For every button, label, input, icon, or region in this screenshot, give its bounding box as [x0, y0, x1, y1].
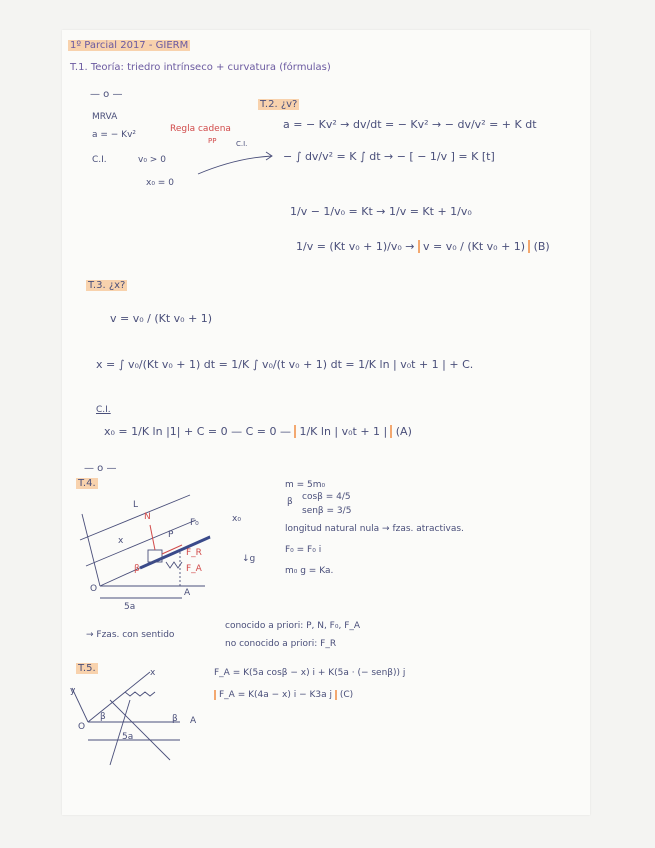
- label-FA: F_A: [186, 564, 202, 574]
- label-g: ↓g: [242, 554, 256, 564]
- x-axis-rotated: [88, 672, 150, 722]
- label-L: L: [133, 500, 139, 510]
- t5-heading: T.5.: [78, 663, 96, 674]
- mid-line: [86, 520, 196, 566]
- label-beta-diagram: β: [134, 564, 140, 574]
- v0-condition: v₀ > 0: [138, 155, 166, 165]
- accel-equation: a = − Kv²: [92, 130, 137, 140]
- rotated-axes-diagram: [70, 670, 205, 770]
- natural-length-note: longitud natural nula → fzas. atractivas.: [285, 524, 464, 534]
- t3-ci-label: C.I.: [96, 405, 111, 415]
- label-x0: x₀: [232, 514, 241, 524]
- label-A: A: [184, 588, 191, 598]
- f0-definition: F₀ = F₀ i: [285, 545, 322, 555]
- result-x-box: 1/K ln | v₀t + 1 |: [294, 425, 392, 438]
- t5-label-y: y: [70, 686, 76, 696]
- beta-label: β: [287, 497, 293, 507]
- label-x: x: [118, 536, 124, 546]
- label-F0: F₀: [190, 518, 199, 528]
- t5-label-O: O: [78, 722, 86, 732]
- t3-ci-line: x₀ = 1/K ln |1| + C = 0 — C = 0 — 1/K ln | v₀t + 1 | (A): [104, 425, 412, 438]
- sen-beta: senβ = 3/5: [302, 506, 352, 516]
- chain-rule-sub: PP: [208, 137, 217, 145]
- y-axis: [82, 514, 100, 586]
- ci-arrow: [196, 150, 276, 180]
- t3-integral: x = ∫ v₀/(Kt v₀ + 1) dt = 1/K ∫ v₀/(t v₀ + 1) dt = 1/K ln | v₀t + 1 | + C.: [96, 358, 474, 371]
- t2-line2: − ∫ dv/v² = K ∫ dt → − [ − 1/v ] = K [t]: [283, 150, 495, 163]
- t5-label-beta1: β: [100, 712, 106, 722]
- t4-heading: T.4.: [78, 478, 96, 489]
- t3-vexpr: v = v₀ / (Kt v₀ + 1): [110, 312, 213, 325]
- separator: — o —: [90, 89, 123, 100]
- mrva-label: MRVA: [92, 112, 118, 122]
- t2-line4: 1/v = (Kt v₀ + 1)/v₀ → v = v₀ / (Kt v₀ + 1) (B): [296, 240, 550, 253]
- label-N: N: [144, 512, 151, 522]
- chain-rule-note: Regla cadena: [170, 124, 231, 134]
- separator-2: — o —: [84, 463, 117, 474]
- t1-heading: T.1. Teoría: triedro intrínseco + curvatura (fórmulas): [70, 62, 331, 73]
- t2-line1: a = − Kv² → dv/dt = − Kv² → − dv/v² = + K dt: [283, 118, 537, 131]
- t2-heading: T.2. ¿v?: [260, 99, 298, 110]
- forces-label: → Fzas. con sentido: [86, 630, 175, 640]
- t5-label-beta2: β: [172, 714, 178, 724]
- t5-label-A: A: [190, 716, 197, 726]
- m0g-relation: m₀ g = Ka.: [285, 566, 334, 576]
- cos-beta: cosβ = 4/5: [302, 492, 351, 502]
- label-O: O: [90, 584, 98, 594]
- ci-arrow-label: C.I.: [236, 140, 248, 148]
- cross-line-1: [110, 700, 170, 760]
- t5-label-x: x: [150, 668, 156, 678]
- exam-title: 1º Parcial 2017 - GIERM: [70, 40, 189, 51]
- ci-label: C.I.: [92, 155, 107, 165]
- label-5a: 5a: [124, 602, 136, 612]
- fa-equation-1: F_A = K(5a cosβ − x) i + K(5a · (− senβ)) j: [214, 668, 406, 678]
- x0-condition: x₀ = 0: [146, 178, 174, 188]
- spring-t5: [125, 692, 155, 696]
- result-v-box: v = v₀ / (Kt v₀ + 1): [418, 240, 530, 253]
- incline-diagram: [70, 490, 270, 610]
- forces-known: conocido a priori: P, N, F₀, F_A: [225, 621, 361, 631]
- t2-line3: 1/v − 1/v₀ = Kt → 1/v = Kt + 1/v₀: [290, 205, 472, 218]
- fa-equation-2: F_A = K(4a − x) i − K3a j (C): [214, 690, 353, 700]
- forces-unknown: no conocido a priori: F_R: [225, 639, 337, 649]
- t3-heading: T.3. ¿x?: [88, 280, 126, 291]
- mass-relation: m = 5m₀: [285, 480, 326, 490]
- fa-result-box: F_A = K(4a − x) i − K3a j: [214, 690, 337, 700]
- label-P: P: [168, 530, 174, 540]
- t5-label-5a: 5a: [122, 732, 134, 742]
- label-FR: F_R: [186, 548, 202, 558]
